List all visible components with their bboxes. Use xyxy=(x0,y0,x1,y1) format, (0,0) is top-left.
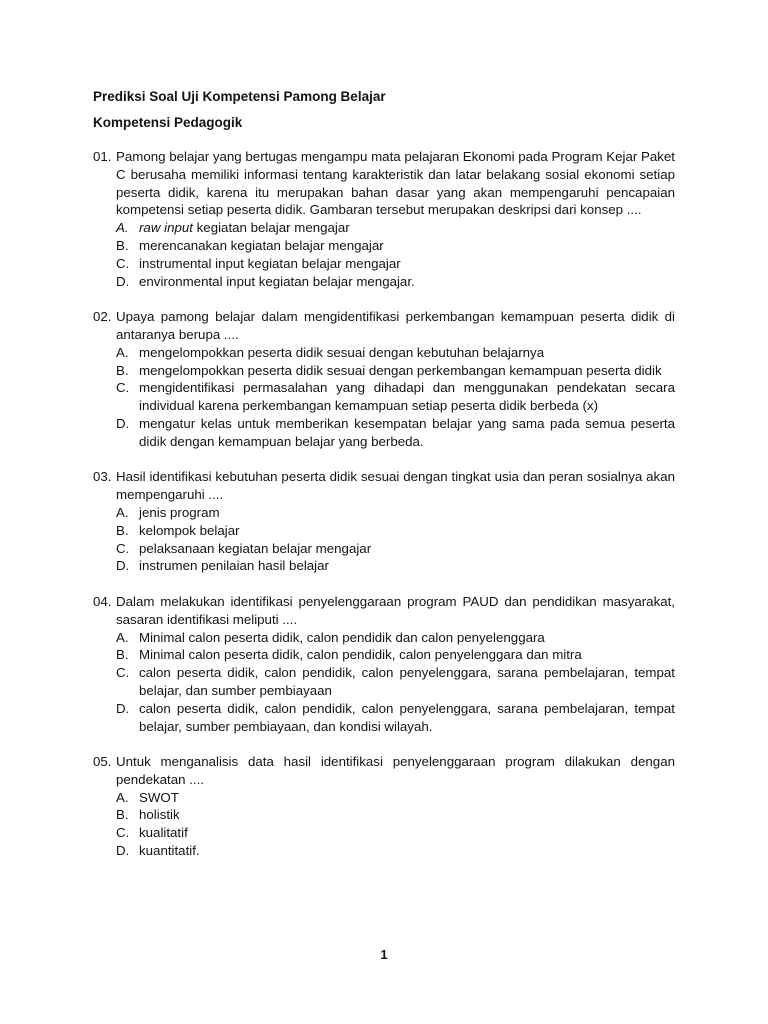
option-text: instrumental input kegiatan belajar mengajar xyxy=(139,255,401,271)
answer-option xyxy=(116,255,675,273)
option-letter: D. xyxy=(116,843,130,859)
answer-options xyxy=(116,629,675,736)
answer-option xyxy=(116,237,675,255)
answer-option xyxy=(116,557,675,575)
option-letter: C. xyxy=(116,255,130,271)
option-text: kegiatan belajar mengajar xyxy=(192,220,350,236)
option-text: merencanakan kegiatan belajar mengajar xyxy=(139,237,384,253)
answer-option xyxy=(116,700,675,736)
option-letter: B. xyxy=(116,237,129,253)
option-text: holistik xyxy=(139,807,180,823)
option-letter: C. xyxy=(116,380,130,396)
question-text: Pamong belajar yang bertugas mengampu mata pelajaran Ekonomi pada Program Kejar Paket C berusaha memiliki informasi tentang karakteristik dan latar belakang sosial ekonomi setiap peserta didik, karena itu merupakan bahan dasar yang akan mempengaruhi pencapaian kompetensi setiap peserta didik. Gambaran tersebut merupakan deskripsi dari konsep .... xyxy=(116,149,675,218)
option-letter: D. xyxy=(116,558,130,574)
option-text: kuantitatif. xyxy=(139,843,200,859)
option-letter: A. xyxy=(116,504,129,520)
answer-option xyxy=(116,504,675,522)
option-text: mengelompokkan peserta didik sesuai dengan kebutuhan belajarnya xyxy=(139,344,545,360)
answer-option xyxy=(116,789,675,807)
answer-options xyxy=(116,789,675,860)
option-letter: B. xyxy=(116,522,129,538)
option-letter: C. xyxy=(116,540,130,556)
option-italic-term: raw input xyxy=(139,220,193,236)
option-text: pelaksanaan kegiatan belajar mengajar xyxy=(139,540,372,556)
option-letter: D. xyxy=(116,273,130,289)
option-letter: B. xyxy=(116,647,129,663)
question-text: Dalam melakukan identifikasi penyelenggaraan program PAUD dan pendidikan masyarakat, sasaran identifikasi meliputi .... xyxy=(116,593,675,627)
question-text: Upaya pamong belajar dalam mengidentifikasi perkembangan kemampuan peserta didik di antaranya berupa .... xyxy=(116,309,675,342)
question-list xyxy=(93,148,675,860)
option-text: kualitatif xyxy=(139,825,188,841)
option-letter: D. xyxy=(116,415,130,431)
option-text: kelompok belajar xyxy=(139,522,240,538)
answer-option xyxy=(116,522,675,540)
option-text: instrumen penilaian hasil belajar xyxy=(139,558,329,574)
question-item xyxy=(93,753,675,860)
question-item xyxy=(93,308,675,450)
option-letter: C. xyxy=(116,665,130,681)
option-text: mengatur kelas untuk memberikan kesempatan belajar yang sama pada semua peserta didik dengan kemampuan belajar yang berbeda. xyxy=(139,415,675,449)
option-text: calon peserta didik, calon pendidik, calon penyelenggara, sarana pembelajaran, tempat belajar, dan sumber pembiayaan xyxy=(139,665,675,698)
option-letter: A. xyxy=(116,789,129,805)
answer-options xyxy=(116,504,675,575)
option-text: SWOT xyxy=(139,789,179,805)
answer-options xyxy=(116,344,675,451)
answer-option xyxy=(116,362,675,380)
answer-option xyxy=(116,824,675,842)
option-text: environmental input kegiatan belajar mengajar. xyxy=(139,273,415,289)
answer-option xyxy=(116,664,675,700)
section-heading: Kompetensi Pedagogik xyxy=(93,115,243,130)
answer-options xyxy=(116,219,675,290)
answer-option xyxy=(116,629,675,647)
option-text: mengelompokkan peserta didik sesuai dengan perkembangan kemampuan peserta didik xyxy=(139,362,662,378)
option-text: Minimal calon peserta didik, calon pendidik dan calon penyelenggara xyxy=(139,629,545,645)
question-number: 04. xyxy=(93,593,112,609)
option-letter: A. xyxy=(116,220,129,236)
question-text: Untuk menganalisis data hasil identifikasi penyelenggaraan program dilakukan dengan pendekatan .... xyxy=(116,754,675,787)
option-letter: B. xyxy=(116,807,129,823)
document-page xyxy=(93,88,675,878)
question-number: 01. xyxy=(93,149,112,164)
option-text: Minimal calon peserta didik, calon pendidik, calon penyelenggara dan mitra xyxy=(139,647,582,663)
option-letter: D. xyxy=(116,700,130,716)
answer-option xyxy=(116,646,675,664)
document-title: Prediksi Soal Uji Kompetensi Pamong Belajar xyxy=(93,89,386,104)
answer-option xyxy=(116,273,675,291)
question-number: 02. xyxy=(93,309,112,325)
question-item xyxy=(93,593,675,735)
answer-option xyxy=(116,344,675,362)
answer-option xyxy=(116,415,675,451)
answer-option xyxy=(116,540,675,558)
answer-option xyxy=(116,219,675,237)
option-text: calon peserta didik, calon pendidik, calon penyelenggara, sarana pembelajaran, tempat belajar, sumber pembiayaan, dan kondisi wilayah. xyxy=(139,700,675,734)
answer-option xyxy=(116,842,675,860)
option-letter: B. xyxy=(116,362,129,378)
question-item xyxy=(93,468,675,575)
question-number: 05. xyxy=(93,754,112,770)
option-letter: A. xyxy=(116,344,129,360)
question-number: 03. xyxy=(93,469,112,485)
option-letter: A. xyxy=(116,629,129,645)
option-letter: C. xyxy=(116,825,130,841)
answer-option xyxy=(116,379,675,415)
option-text: mengidentifikasi permasalahan yang dihadapi dan menggunakan pendekatan secara individual karena perkembangan kemampuan setiap peserta didik berbeda (x) xyxy=(139,380,675,414)
question-text: Hasil identifikasi kebutuhan peserta didik sesuai dengan tingkat usia dan peran sosialnya akan mempengaruhi .... xyxy=(116,469,675,503)
option-text: jenis program xyxy=(139,504,220,520)
page-number: 1 xyxy=(380,947,388,962)
question-item xyxy=(93,148,675,290)
answer-option xyxy=(116,806,675,824)
